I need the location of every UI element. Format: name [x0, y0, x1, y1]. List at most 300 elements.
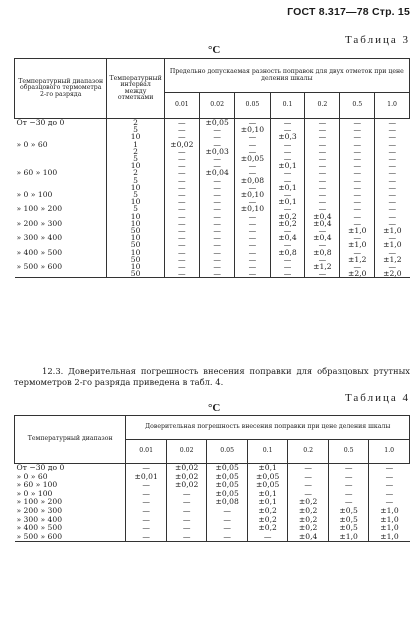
- table-cell: ±0,8: [270, 249, 305, 256]
- table-cell: ±0,4: [288, 533, 329, 542]
- table-cell: 5: [107, 205, 164, 212]
- table-cell: —: [235, 133, 270, 140]
- table-cell: —: [235, 249, 270, 256]
- table-cell: » 300 » 400: [16, 514, 63, 524]
- table4-division-1: 0.02: [166, 440, 207, 464]
- table-cell: —: [126, 481, 167, 490]
- table3-division-0: 0.01: [164, 93, 199, 119]
- table-cell: ±0,02: [166, 481, 207, 490]
- table-cell: —: [164, 133, 199, 140]
- table-cell: —: [200, 133, 235, 140]
- table-cell: —: [375, 162, 410, 169]
- table4-division-2: 0.05: [207, 440, 248, 464]
- table-cell: —: [200, 220, 235, 227]
- table-cell: —: [126, 490, 167, 499]
- table-cell: —: [166, 516, 207, 525]
- table-cell: —: [270, 126, 305, 133]
- table-cell: [15, 177, 107, 184]
- table-cell: —: [340, 205, 375, 212]
- table-cell: ±1,0: [340, 227, 375, 234]
- table-cell: ±0,2: [270, 220, 305, 227]
- table-cell: —: [270, 119, 305, 127]
- table-cell: —: [235, 169, 270, 176]
- table-cell: —: [200, 227, 235, 234]
- table-cell: ±0,5: [328, 524, 369, 533]
- table-cell: 5: [107, 126, 164, 133]
- table-row: [15, 533, 410, 542]
- table-cell: ±0,1: [270, 162, 305, 169]
- table-cell: —: [200, 184, 235, 191]
- table-cell: ±0,4: [305, 234, 340, 241]
- table-cell: —: [235, 213, 270, 220]
- table-cell: ±0,1: [247, 464, 288, 473]
- table-cell: —: [375, 263, 410, 270]
- table-cell: —: [200, 155, 235, 162]
- table-cell: —: [200, 213, 235, 220]
- table3-division-6: 1.0: [375, 93, 410, 119]
- table-cell: От −30 до 0: [16, 463, 65, 472]
- table-row: [15, 126, 410, 133]
- table-cell: » 200 » 300: [16, 218, 63, 228]
- table-cell: ±0,2: [288, 516, 329, 525]
- table-cell: » 0 » 100: [16, 488, 53, 498]
- table-cell: —: [126, 516, 167, 525]
- table-cell: ±0,05: [247, 481, 288, 490]
- table-cell: ±0,02: [166, 464, 207, 473]
- table-row: [15, 169, 410, 176]
- table-cell: ±0,2: [288, 498, 329, 507]
- table-cell: —: [305, 205, 340, 212]
- table-cell: —: [369, 481, 410, 490]
- table-row: [15, 119, 410, 127]
- table-cell: —: [305, 162, 340, 169]
- table-cell: 10: [107, 234, 164, 241]
- table-cell: ±0,4: [305, 213, 340, 220]
- table-cell: 2: [107, 119, 164, 127]
- table-cell: —: [164, 162, 199, 169]
- table4-division-3: 0.1: [247, 440, 288, 464]
- table-cell: 50: [107, 256, 164, 263]
- table-cell: —: [164, 184, 199, 191]
- table-cell: » 100 » 200: [16, 497, 63, 507]
- table-cell: 50: [107, 227, 164, 234]
- table4-caption: Таблица 4: [344, 392, 410, 404]
- table-cell: —: [126, 533, 167, 542]
- table-cell: —: [369, 473, 410, 482]
- table-cell: ±1,0: [369, 516, 410, 525]
- table-cell: —: [375, 213, 410, 220]
- table-cell: —: [288, 481, 329, 490]
- table-cell: ±1,0: [369, 507, 410, 516]
- table-cell: —: [328, 498, 369, 507]
- table-cell: ±0,3: [270, 133, 305, 140]
- table-cell: —: [207, 533, 248, 542]
- table-row: [15, 256, 410, 263]
- table-cell: ±0,05: [247, 473, 288, 482]
- table-cell: ±2,0: [375, 270, 410, 278]
- table-row: [15, 191, 410, 198]
- table-cell: —: [235, 184, 270, 191]
- table-cell: ±0,10: [235, 126, 270, 133]
- table-cell: —: [375, 126, 410, 133]
- table-cell: ±0,10: [235, 191, 270, 198]
- table-cell: —: [164, 205, 199, 212]
- table-cell: ±1,2: [305, 263, 340, 270]
- table-cell: —: [305, 141, 340, 148]
- table-cell: ±0,08: [207, 498, 248, 507]
- table-cell: —: [200, 234, 235, 241]
- table-cell: ±0,04: [200, 169, 235, 176]
- table-cell: ±0,2: [247, 516, 288, 525]
- table-row: [15, 155, 410, 162]
- table-row: [15, 148, 410, 155]
- table-cell: —: [164, 213, 199, 220]
- table-cell: —: [340, 234, 375, 241]
- table-cell: » 0 » 100: [16, 190, 53, 200]
- table-cell: —: [200, 162, 235, 169]
- table-cell: ±0,5: [328, 507, 369, 516]
- table-cell: —: [305, 198, 340, 205]
- table-cell: —: [270, 205, 305, 212]
- table-cell: —: [270, 169, 305, 176]
- table-cell: » 300 » 400: [16, 233, 63, 243]
- table-cell: —: [200, 191, 235, 198]
- table-cell: [15, 148, 107, 155]
- table-cell: ±0,01: [126, 473, 167, 482]
- table-cell: —: [126, 507, 167, 516]
- table-cell: —: [305, 126, 340, 133]
- table-cell: —: [200, 263, 235, 270]
- table-cell: [15, 126, 107, 133]
- table-cell: —: [200, 205, 235, 212]
- table-cell: —: [235, 162, 270, 169]
- table-cell: ±1,0: [369, 533, 410, 542]
- table-cell: » 0 » 60: [16, 471, 48, 481]
- table-cell: —: [126, 524, 167, 533]
- table-cell: 5: [107, 191, 164, 198]
- table-cell: —: [270, 263, 305, 270]
- table4-division-6: 1.0: [369, 440, 410, 464]
- table-cell: » 400 » 500: [16, 523, 63, 533]
- table-cell: —: [166, 507, 207, 516]
- table-cell: ±0,5: [328, 516, 369, 525]
- table3: [14, 58, 410, 278]
- table-cell: —: [235, 148, 270, 155]
- table-cell: ±1,0: [340, 241, 375, 248]
- table3-unit: °C: [208, 44, 221, 56]
- table3-division-2: 0.05: [235, 93, 270, 119]
- table-cell: » 500 » 600: [16, 262, 63, 272]
- table-cell: —: [235, 227, 270, 234]
- table-cell: —: [375, 184, 410, 191]
- table-cell: —: [375, 191, 410, 198]
- table-cell: —: [340, 198, 375, 205]
- table-cell: —: [200, 249, 235, 256]
- table-cell: ±2,0: [340, 270, 375, 278]
- table-cell: —: [235, 263, 270, 270]
- table-cell: —: [166, 533, 207, 542]
- table-cell: —: [164, 148, 199, 155]
- table-cell: —: [369, 498, 410, 507]
- table4-col-group: Доверительная погрешность внесения поправки при цене деления шкалы: [126, 416, 410, 440]
- table-cell: » 500 » 600: [15, 533, 126, 542]
- table-cell: 50: [107, 270, 164, 278]
- table-cell: —: [305, 148, 340, 155]
- table-cell: —: [340, 162, 375, 169]
- table-cell: ±0,05: [207, 490, 248, 499]
- table-cell: » 60 » 100: [16, 480, 58, 490]
- table3-division-3: 0.1: [270, 93, 305, 119]
- table-cell: —: [305, 155, 340, 162]
- table-row: [15, 270, 410, 278]
- table-cell: » 200 » 300: [16, 505, 63, 515]
- table-cell: 10: [107, 198, 164, 205]
- table-row: [15, 177, 410, 184]
- table-cell: ±0,1: [247, 498, 288, 507]
- table-cell: —: [164, 270, 199, 278]
- table-cell: —: [200, 198, 235, 205]
- table-cell: ±0,05: [235, 155, 270, 162]
- table-cell: —: [207, 507, 248, 516]
- table-cell: —: [305, 169, 340, 176]
- table-cell: —: [270, 256, 305, 263]
- table-cell: —: [340, 141, 375, 148]
- table-cell: —: [369, 490, 410, 499]
- table-cell: ±0,1: [247, 490, 288, 499]
- table-cell: —: [328, 481, 369, 490]
- table-cell: —: [235, 270, 270, 278]
- table-row: [15, 241, 410, 248]
- table-cell: 5: [107, 177, 164, 184]
- table3-division-4: 0.2: [305, 93, 340, 119]
- table-cell: ±0,05: [200, 119, 235, 127]
- table-cell: —: [200, 126, 235, 133]
- table-cell: —: [164, 169, 199, 176]
- table3-division-5: 0.5: [340, 93, 375, 119]
- table-cell: —: [164, 241, 199, 248]
- table-cell: —: [340, 213, 375, 220]
- table-cell: —: [340, 249, 375, 256]
- table-cell: —: [375, 205, 410, 212]
- table-cell: —: [270, 227, 305, 234]
- table-cell: ±0,08: [235, 177, 270, 184]
- table-cell: —: [270, 141, 305, 148]
- table-cell: ±0,05: [207, 473, 248, 482]
- table-cell: —: [166, 490, 207, 499]
- table-cell: —: [200, 270, 235, 278]
- table-cell: 1: [107, 141, 164, 148]
- table-cell: —: [340, 148, 375, 155]
- table-cell: —: [200, 177, 235, 184]
- table-cell: —: [270, 241, 305, 248]
- table-cell: —: [164, 220, 199, 227]
- table-cell: От −30 до 0: [16, 118, 65, 127]
- table-cell: —: [200, 241, 235, 248]
- table-row: [15, 184, 410, 191]
- page-header: ГОСТ 8.317—78 Стр. 15: [287, 6, 410, 18]
- table-cell: —: [164, 256, 199, 263]
- table-cell: —: [126, 498, 167, 507]
- table4-col-range: Температурный диапазон: [15, 416, 126, 464]
- table-cell: [15, 270, 107, 278]
- table4-unit: °C: [208, 402, 221, 414]
- table-cell: ±1,0: [375, 227, 410, 234]
- table-cell: —: [207, 524, 248, 533]
- table-cell: —: [164, 126, 199, 133]
- table-row: [15, 227, 410, 234]
- table4-division-0: 0.01: [126, 440, 167, 464]
- table-cell: —: [375, 249, 410, 256]
- table-cell: ±0,05: [207, 481, 248, 490]
- table3-caption: Таблица 3: [344, 34, 410, 46]
- table-cell: 10: [107, 249, 164, 256]
- table-cell: —: [340, 126, 375, 133]
- table-cell: » 0 » 60: [16, 139, 48, 149]
- table-cell: —: [328, 490, 369, 499]
- table-cell: —: [340, 220, 375, 227]
- table-cell: —: [340, 169, 375, 176]
- table-cell: —: [270, 148, 305, 155]
- table-cell: —: [270, 270, 305, 278]
- table-cell: —: [164, 119, 199, 127]
- table-cell: —: [247, 533, 288, 542]
- table-cell: —: [166, 524, 207, 533]
- table-cell: —: [375, 133, 410, 140]
- table-cell: —: [340, 177, 375, 184]
- table-cell: —: [375, 141, 410, 148]
- table-cell: —: [328, 464, 369, 473]
- table-cell: —: [375, 169, 410, 176]
- table-cell: 5: [107, 155, 164, 162]
- table-cell: —: [200, 141, 235, 148]
- table-cell: —: [340, 119, 375, 127]
- table-cell: ±1,0: [328, 533, 369, 542]
- table-cell: —: [207, 516, 248, 525]
- table-cell: 10: [107, 184, 164, 191]
- table-cell: —: [305, 119, 340, 127]
- table-cell: —: [375, 177, 410, 184]
- table-cell: —: [369, 464, 410, 473]
- table-cell: —: [340, 133, 375, 140]
- table-cell: ±0,2: [247, 524, 288, 533]
- table-cell: ±0,8: [305, 249, 340, 256]
- table-cell: —: [375, 220, 410, 227]
- table-cell: —: [288, 473, 329, 482]
- table-cell: ±0,03: [200, 148, 235, 155]
- table-cell: » 60 » 100: [16, 168, 58, 178]
- table-cell: —: [305, 227, 340, 234]
- table-cell: ±1,0: [375, 241, 410, 248]
- table-cell: » 400 » 500: [16, 247, 63, 257]
- table-cell: 10: [107, 133, 164, 140]
- table-cell: —: [288, 464, 329, 473]
- table-cell: —: [375, 198, 410, 205]
- table-cell: ±0,1: [270, 198, 305, 205]
- table-cell: ±0,2: [270, 213, 305, 220]
- table-cell: —: [305, 241, 340, 248]
- table-cell: —: [235, 198, 270, 205]
- table-cell: —: [328, 473, 369, 482]
- table-cell: —: [235, 220, 270, 227]
- table-cell: 2: [107, 148, 164, 155]
- table-cell: —: [270, 191, 305, 198]
- table-cell: —: [164, 155, 199, 162]
- table-row: [15, 198, 410, 205]
- table-cell: —: [164, 249, 199, 256]
- table-cell: —: [340, 155, 375, 162]
- table-cell: —: [305, 270, 340, 278]
- paragraph-12-3: 12.3. Доверительная погрешность внесения поправки для образцовых ртутных термометров 2-го разряда приведена в табл. 4.: [14, 366, 410, 387]
- table-cell: » 100 » 200: [16, 204, 63, 214]
- table-cell: —: [164, 263, 199, 270]
- table-cell: —: [235, 256, 270, 263]
- table-row: [15, 213, 410, 220]
- table-row: [15, 205, 410, 212]
- table-cell: —: [166, 498, 207, 507]
- table-cell: —: [270, 177, 305, 184]
- table-cell: 10: [107, 213, 164, 220]
- table-cell: —: [305, 177, 340, 184]
- table-cell: —: [375, 155, 410, 162]
- table-cell: ±0,2: [247, 507, 288, 516]
- table-cell: ±0,02: [164, 141, 199, 148]
- table-cell: —: [235, 119, 270, 127]
- table-cell: [15, 155, 107, 162]
- table-cell: ±1,0: [369, 524, 410, 533]
- table-cell: ±1,2: [340, 256, 375, 263]
- table-cell: 2: [107, 169, 164, 176]
- table-cell: ±0,4: [270, 234, 305, 241]
- table-cell: —: [305, 184, 340, 191]
- table-cell: 10: [107, 220, 164, 227]
- table-cell: —: [164, 198, 199, 205]
- table-cell: —: [375, 234, 410, 241]
- table-cell: —: [375, 119, 410, 127]
- table3-col-group: Предельно допускаемая разность поправок для двух отметок при цене деления шкалы: [164, 59, 409, 93]
- table-cell: —: [235, 234, 270, 241]
- table-cell: —: [164, 234, 199, 241]
- table-cell: ±0,02: [166, 473, 207, 482]
- table-cell: —: [164, 177, 199, 184]
- table-cell: ±0,10: [235, 205, 270, 212]
- table-cell: ±0,05: [207, 464, 248, 473]
- table4-division-5: 0.5: [328, 440, 369, 464]
- table-cell: —: [235, 141, 270, 148]
- table-cell: —: [305, 133, 340, 140]
- table-cell: —: [270, 155, 305, 162]
- table-cell: —: [340, 263, 375, 270]
- table-cell: ±1,2: [375, 256, 410, 263]
- table3-col-range: Температурный диапазон образцового термометра 2-го разряда: [15, 59, 107, 119]
- table-cell: —: [288, 490, 329, 499]
- table-cell: —: [375, 148, 410, 155]
- table-cell: —: [305, 191, 340, 198]
- table3-division-1: 0.02: [200, 93, 235, 119]
- table4: [14, 415, 410, 542]
- table-cell: —: [164, 191, 199, 198]
- table3-col-interval: Температурный интервал между отметками: [107, 59, 164, 119]
- table-cell: —: [164, 227, 199, 234]
- table-cell: 50: [107, 241, 164, 248]
- table-cell: 10: [107, 162, 164, 169]
- table-row: [15, 133, 410, 140]
- table-cell: —: [200, 256, 235, 263]
- table-cell: ±0,2: [288, 507, 329, 516]
- table4-division-4: 0.2: [288, 440, 329, 464]
- table-cell: ±0,1: [270, 184, 305, 191]
- table-cell: —: [126, 464, 167, 473]
- table-cell: —: [305, 256, 340, 263]
